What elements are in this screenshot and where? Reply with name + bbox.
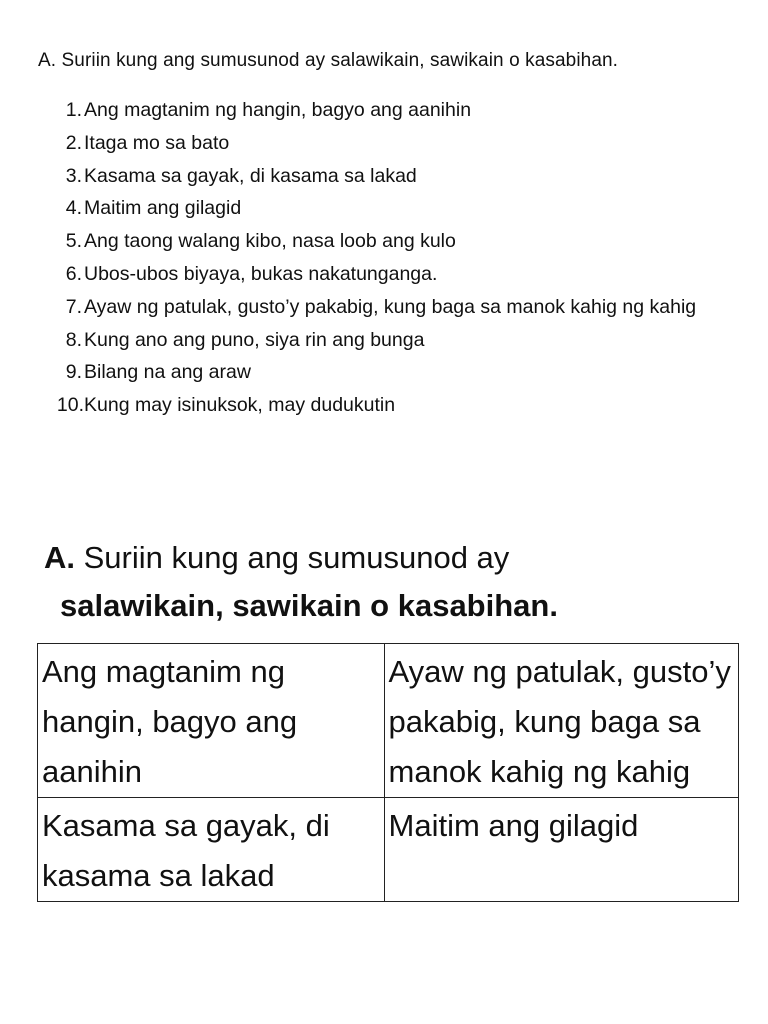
section-heading <box>44 534 558 630</box>
question-list <box>48 94 753 422</box>
item-text: Ayaw ng patulak, gusto’y pakabig, kung baga sa manok kahig ng kahig <box>84 295 697 318</box>
top-heading <box>38 50 618 72</box>
item-text: Itaga mo sa bato <box>84 131 230 154</box>
item-number: 10. <box>56 394 84 417</box>
list-item <box>48 258 753 291</box>
item-text: Bilang na ang araw <box>84 361 251 384</box>
list-item <box>48 160 753 193</box>
list-item <box>48 389 753 422</box>
item-number: 7. <box>65 295 82 318</box>
top-heading-terms: salawikain, sawikain <box>330 50 504 71</box>
item-number: 1. <box>65 99 82 121</box>
item-number: 5. <box>65 230 82 253</box>
list-item <box>48 324 753 357</box>
table-cell: Maitim ang gilagid <box>384 798 738 902</box>
table-cell: Kasama sa gayak, di kasama sa lakad <box>38 798 385 902</box>
table-cell: Ang magtanim ng hangin, bagyo ang aanihin <box>38 644 385 798</box>
list-item <box>48 225 753 258</box>
item-text: Ang magtanim ng hangin, bagyo ang aanihin <box>84 99 472 121</box>
item-number: 4. <box>65 197 82 220</box>
table-cell: Ayaw ng patulak, gusto’y pakabig, kung baga sa manok kahig ng kahig <box>384 644 738 798</box>
item-number: 2. <box>65 131 82 154</box>
item-text: Kasama sa gayak, di kasama sa lakad <box>84 164 417 187</box>
section-heading-line1: Suriin kung ang sumusunod ay <box>83 540 510 575</box>
item-number: 8. <box>65 328 82 351</box>
list-item <box>48 192 753 225</box>
table-row <box>38 798 739 902</box>
section-label: A. <box>44 540 75 575</box>
top-heading-prefix: A. Suriin kung ang sumusunod ay <box>38 50 326 71</box>
item-number: 6. <box>65 262 82 285</box>
top-heading-connector: o <box>509 50 520 71</box>
answer-table <box>37 643 739 902</box>
list-item <box>48 291 753 324</box>
section-heading-line2: salawikain, sawikain o kasabihan. <box>60 588 558 623</box>
item-text: Kung may isinuksok, may dudukutin <box>84 394 396 417</box>
list-item <box>48 94 753 127</box>
item-text: Ubos-ubos biyaya, bukas nakatunganga. <box>84 262 438 285</box>
top-heading-last-term: kasabihan. <box>525 50 619 71</box>
item-text: Maitim ang gilagid <box>84 197 242 220</box>
table-row <box>38 644 739 798</box>
item-number: 9. <box>65 361 82 384</box>
list-item <box>48 127 753 160</box>
item-text: Kung ano ang puno, siya rin ang bunga <box>84 328 425 351</box>
item-number: 3. <box>65 164 82 187</box>
list-item <box>48 356 753 389</box>
item-text: Ang taong walang kibo, nasa loob ang kulo <box>84 230 456 253</box>
